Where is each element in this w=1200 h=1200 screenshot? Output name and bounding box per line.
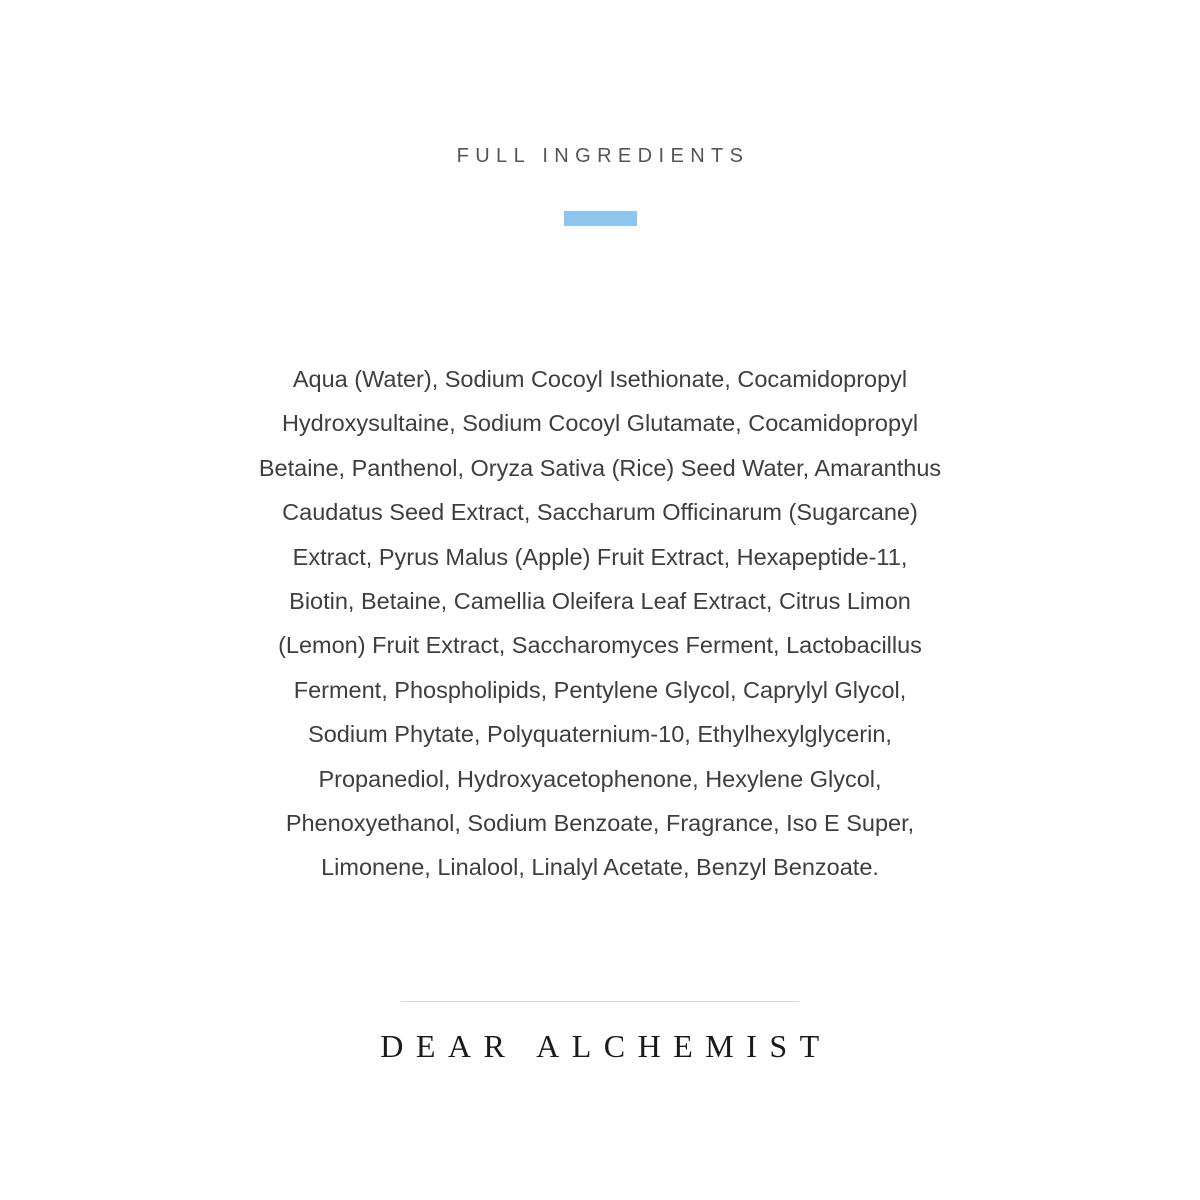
ingredients-line: Limonene, Linalool, Linalyl Acetate, Benzyl Benzoate. [321,854,879,881]
page-title: FULL INGREDIENTS [456,145,750,167]
ingredients-line: Aqua (Water), Sodium Cocoyl Isethionate, Cocamidopropyl [292,366,908,392]
footer-divider [401,1001,799,1002]
ingredients-list [230,357,970,890]
ingredients-line: Ferment, Phospholipids, Pentylene Glycol, Caprylyl Glycol, [293,676,907,703]
ingredients-line: Hydroxysultaine, Sodium Cocoyl Glutamate, Cocamidopropyl [281,410,919,437]
ingredients-line: (Lemon) Fruit Extract, Saccharomyces Ferment, Lactobacillus [278,632,922,659]
ingredients-line: Extract, Pyrus Malus (Apple) Fruit Extract, Hexapeptide-11, [292,543,908,570]
ingredients-line: Phenoxyethanol, Sodium Benzoate, Fragrance, Iso E Super, [285,810,915,837]
ingredients-line: Propanediol, Hydroxyacetophenone, Hexylene Glycol, [318,765,882,792]
brand-logo: DEAR ALCHEMIST [380,1028,832,1064]
ingredients-line: Sodium Phytate, Polyquaternium-10, Ethylhexylglycerin, [308,721,892,748]
accent-bar [564,211,637,226]
ingredients-line: Betaine, Panthenol, Oryza Sativa (Rice) Seed Water, Amaranthus [258,454,942,481]
ingredients-line: Biotin, Betaine, Camellia Oleifera Leaf Extract, Citrus Limon [289,588,911,615]
ingredients-line: Caudatus Seed Extract, Saccharum Officinarum (Sugarcane) [282,499,918,526]
